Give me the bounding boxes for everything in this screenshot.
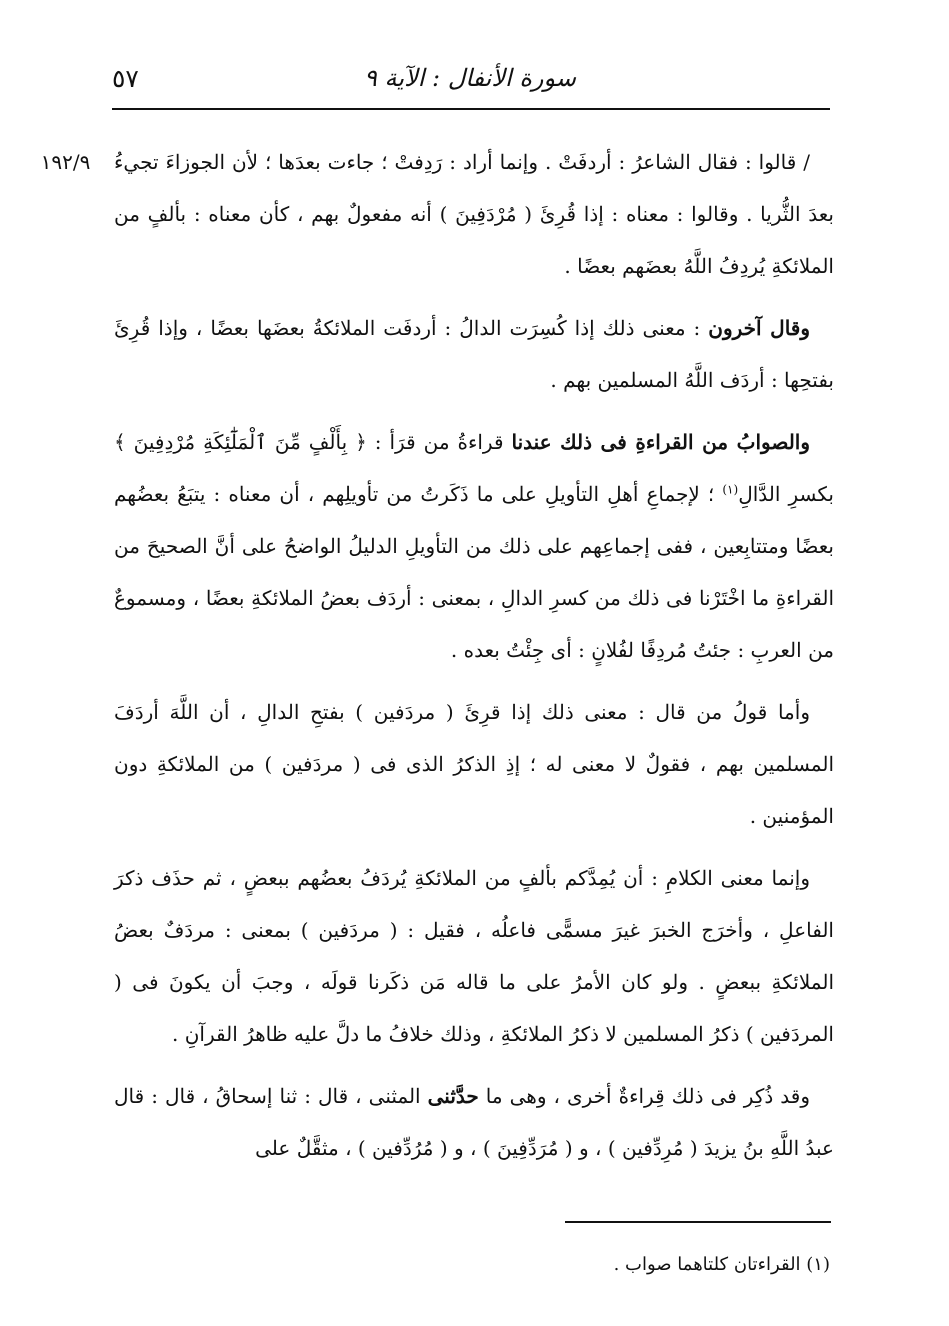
bold-phrase: والصوابُ من القراءةِ فى ذلك عندنا (511, 430, 811, 454)
bold-phrase: حدَّثنى (427, 1084, 479, 1108)
paragraph (114, 686, 834, 842)
paragraph (114, 1070, 834, 1174)
text-segment: ؛ لإجماعِ أهلِ التأويلِ على ما ذَكَرتُ من تأويلِهم ، أن معناه : يتبَعُ بعضُهم بعضًا ومتتابِعين ، ففى إجماعِهم على ذلك من التأويلِ الدليلُ الواضحُ على أنَّ الصحيحَ من القراءةِ ما اخْتَرْنا فى ذلك من كسرِ الدالِ ، بمعنى : أردَف بعضُ الملائكةِ بعضًا ، ومسموعٌ من العربِ : جئتُ مُردِفًا لفُلانٍ : أى جِئْتُ بعده . (114, 482, 834, 662)
text-segment: وقد ذُكِر فى ذلك قِراءةٌ أخرى ، وهى ما (478, 1084, 810, 1108)
header-divider (112, 108, 830, 110)
running-title: سورة الأنفال : الآية ٩ (364, 64, 576, 92)
paragraph-gap (114, 292, 834, 302)
paragraph (114, 302, 834, 406)
page-number: ٥٧ (112, 64, 139, 93)
paragraph (114, 852, 834, 1060)
text-segment: وأما قولُ من قال : معنى ذلك إذا قرِئَ ( مردَفين ) بفتحِ الدالِ ، أن اللَّهَ أردَفَ المسلمين بهم ، فقولٌ لا معنى له ؛ إذِ الذكرُ الذى فى ( مردَفين ) من الملائكةِ دون المؤمنين . (114, 700, 834, 828)
paragraph-gap (114, 676, 834, 686)
text-segment: المثنى ، قال : ثنا إسحاقُ ، قال : قال عبدُ اللَّهِ بنُ يزيدَ ( مُرِدِّفين ) ، و ( مُرَدِّفِينَ ) ، و ( مُرُدِّفين ) ، مثقَّلٌ على (114, 1084, 834, 1160)
paragraph-gap (114, 1060, 834, 1070)
paragraph-gap (114, 406, 834, 416)
footnote: (١) القراءتان كلتاهما صواب . (613, 1254, 830, 1275)
text-segment: / قالوا : فقال الشاعرُ : أردفَتْ . وإنما أراد : رَدِفتْ ؛ جاءت بعدَها ؛ لأن الجوزاءَ تجيءُ بعدَ الثُّريا . وقالوا : معناه : إذا قُرِئَ ( مُرْدَفِينَ ) أنه مفعولٌ بهم ، كأن معناه : بألفٍ من الملائكةِ يُردِفُ اللَّهُ بعضَهم بعضًا . (114, 150, 834, 278)
text-segment: : معنى ذلك إذا كُسِرَت الدالُ : أردفَت الملائكةُ بعضَها بعضًا ، وإذا قُرِئَ بفتحِها : أردَف اللَّهُ المسلمين بهم . (114, 316, 834, 392)
bold-phrase: وقال آخرون (708, 316, 811, 340)
paragraph (114, 136, 834, 292)
footnote-reference: (١) (722, 482, 739, 497)
text-segment: قراءةُ من قرَأ : ﴿ بِأَلْفٍ مِّنَ ٱلْمَلَٰٓئِكَةِ مُرْدِفِينَ ﴾ بكسرِ الدَّالِ (114, 430, 834, 506)
paragraph (114, 416, 834, 676)
paragraph-gap (114, 842, 834, 852)
main-text (114, 136, 834, 1174)
text-segment: وإنما معنى الكلامِ : أن يُمِدَّكم بألفٍ من الملائكةِ يُردَفُ بعضُهم ببعضٍ ، ثم حذَف ذكرَ الفاعلِ ، وأخرَج الخبرَ غيرَ مسمًّى فاعلُه ، فقيل : ( مردَفين ) بمعنى : مردَفٌ بعضُ الملائكةِ ببعضٍ . ولو كان الأمرُ على ما قاله مَن ذكَرنا قولَه ، وجبَ أن يكونَ فى ( المردَفين ) ذكرُ المسلمين لا ذكرُ الملائكةِ ، وذلك خلافُ ما دلَّ عليه ظاهرُ القرآنِ . (114, 866, 834, 1046)
page-header (112, 58, 828, 98)
marginal-volume-page-note: ١٩٢/٩ (40, 150, 91, 174)
footnote-divider (565, 1221, 831, 1223)
